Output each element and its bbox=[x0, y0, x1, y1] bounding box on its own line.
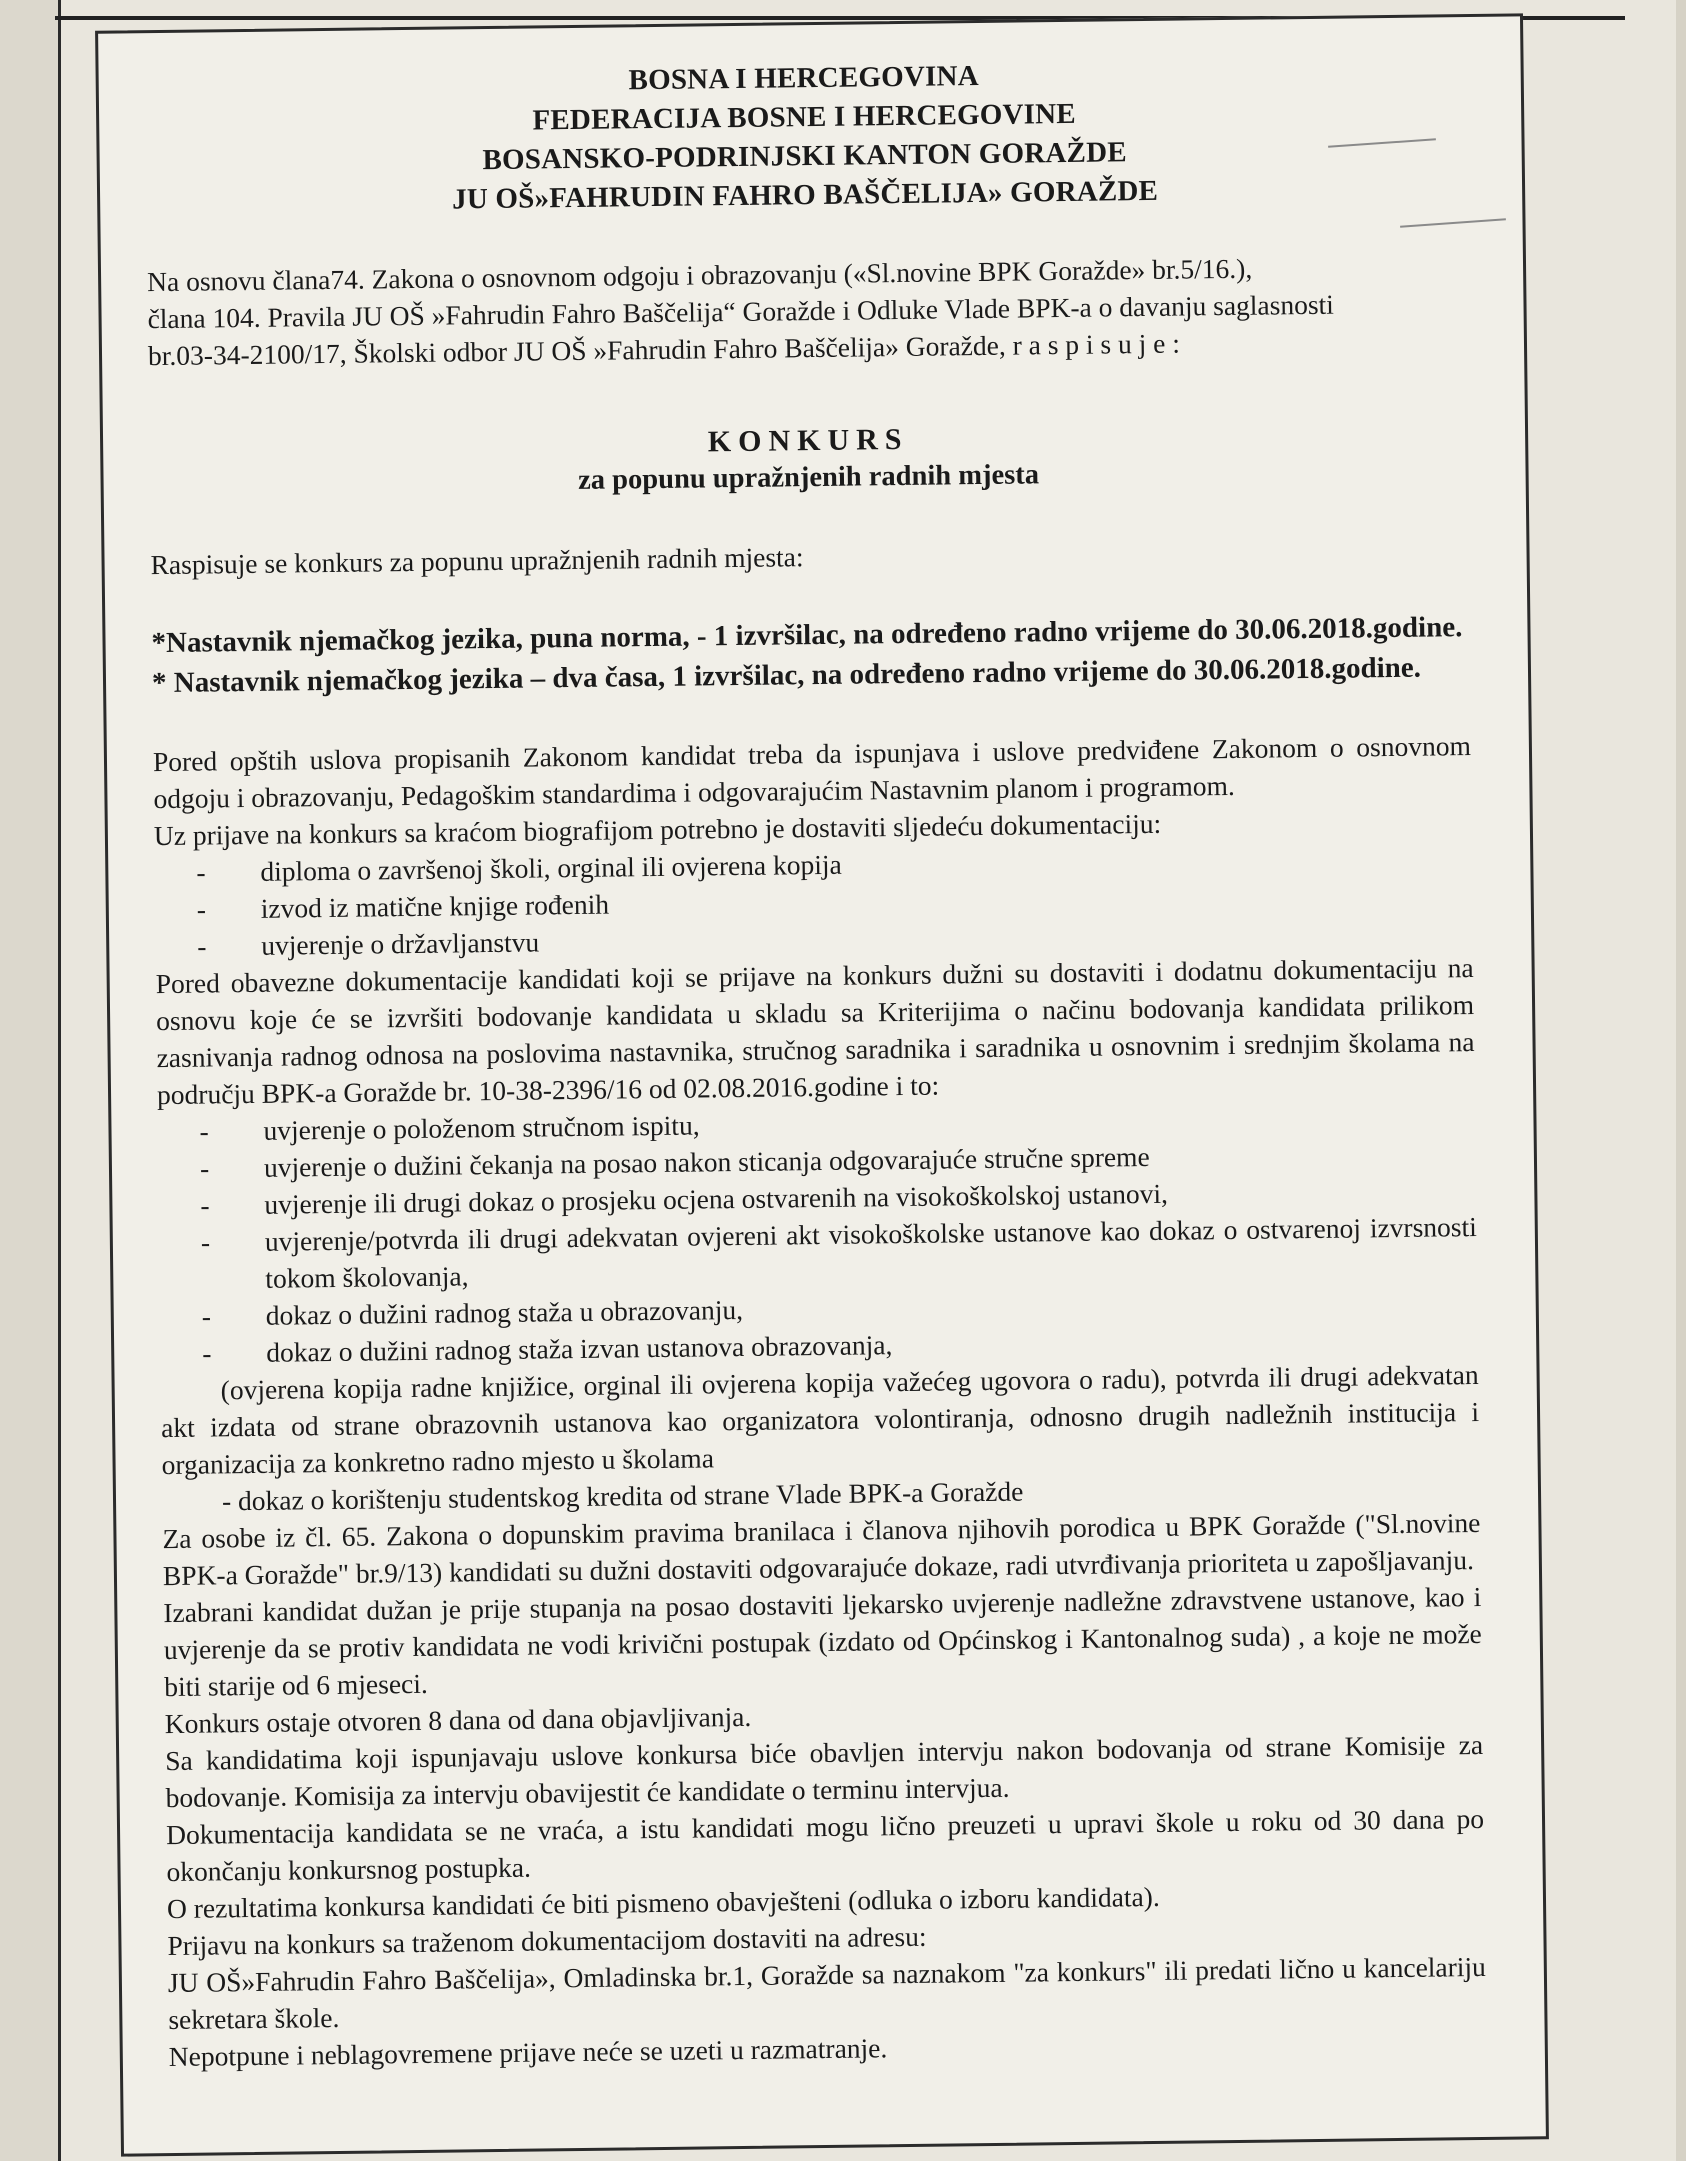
return-docs-paragraph: Dokumentacija kandidata se ne vraća, a istu kandidati mogu lično preuzeti u upravi škole u roku od 30 dana po okončanju konkursnog postupka. bbox=[165, 1802, 1485, 1888]
positions-list bbox=[151, 607, 1470, 703]
veterans-paragraph: Za osobe iz čl. 65. Zakona o dopunskim pravima branilaca i članova njihovih porodica u BPK Goražde ("Sl.novine BPK-a Goražde" br.9/13) kandidati su dužni dostaviti odgovarajuće dokaze, radi utvrđivanja prioriteta u zapošljavanju. bbox=[162, 1506, 1481, 1592]
additional-docs-intro: Pored obavezne dokumentacije kandidati koji se prijave na konkurs dužni su dostaviti i dodatnu dokumentaciju na osnovu koje će se izvršiti bodovanje kandidata u skladu sa Kriterijima o načinu bodovanja kandidata prilikom zasnivanja radnog odnosa na poslovima nastavnika, stručnog saradnika i saradnika u osnovnim i srednjim školama na području BPK-a Goražde br. 10-38-2396/16 od 02.08.2016.godine i to: bbox=[155, 952, 1475, 1111]
list-item: - uvjerenje o položenom stručnom ispitu, bbox=[199, 1097, 1475, 1150]
list-item: - uvjerenje ili drugi dokaz o prosjeku ocjena ostvarenih na visokoškolskoj ustanovi, bbox=[200, 1171, 1476, 1224]
document-title: KONKURS bbox=[707, 422, 909, 459]
announcement-document bbox=[95, 13, 1549, 2156]
required-docs-list bbox=[154, 838, 1473, 965]
interview-paragraph: Sa kandidatima koji ispunjavaju uslove konkursa biće obavljen intervju nakon bodovanja od strane Komisije za bodovanje. Komisija za intervju obavijestit će kandidate o terminu intervjua. bbox=[165, 1728, 1484, 1814]
list-item: - uvjerenje o dužini čekanja na posao nakon sticanja odgovarajuće stručne spreme bbox=[200, 1134, 1476, 1187]
intro-paragraph bbox=[147, 247, 1466, 374]
closing-paragraph: Nepotpune i neblagovremene prijave neće se uzeti u razmatranje. bbox=[168, 2032, 888, 2073]
intro-line-2: člana 104. Pravila JU OŠ »Fahrudin Fahro Baščelija“ Goražde i Odluke Vlade BPK-a o davanju saglasnosti bbox=[147, 288, 1335, 335]
announcement-line: Raspisuje se konkurs za popunu upražnjenih radnih mjesta: bbox=[150, 541, 804, 581]
list-item: - izvod iz matične knjige rođenih bbox=[197, 875, 1473, 928]
additional-note: (ovjerena kopija radne knjižice, orginal ili ovjerena kopija važećeg ugovora o radu), potvrda ili drugi adekvatan akt izdata od strane obrazovnih ustanova kao organizatora volontiranja, odnosno drugih nadležnih institucija i organizacija za konkretno radno mjesto u školama bbox=[160, 1359, 1480, 1481]
position-item: * Nastavnik njemačkog jezika – dva časa, 1 izvršilac, na određeno radno vrijeme do 30.06.2018.godine. bbox=[151, 651, 1422, 700]
student-loan-item: - dokaz o korištenju studentskog kredita od strane Vlade BPK-a Goražde bbox=[221, 1475, 1024, 1517]
list-item: - uvjerenje/potvrda ili drugi adekvatan ovjereni akt visokoškolske ustanove kao dokaz o ostvarenoj izvrsnosti tokom školovanja, bbox=[201, 1208, 1478, 1298]
list-item: - uvjerenje o državljanstvu bbox=[197, 912, 1473, 965]
list-item: - dokaz o dužini radnog staža izvan ustanova obrazovanja, bbox=[202, 1319, 1478, 1372]
position-item: *Nastavnik njemačkog jezika, puna norma, - 1 izvršilac, na određeno radno vrijeme do 30.06.2018.godine. bbox=[151, 611, 1463, 660]
list-item: - dokaz o dužini radnog staža u obrazovanju, bbox=[202, 1282, 1478, 1335]
document-header bbox=[145, 51, 1465, 223]
submit-intro: Prijavu na konkurs sa traženom dokumentacijom dostaviti na adresu: bbox=[167, 1920, 927, 1962]
results-paragraph: O rezultatima konkursa kandidati će biti pismeno obavješteni (odluka o izboru kandidata). bbox=[166, 1880, 1160, 1925]
docs-intro: Uz prijave na konkurs sa kraćom biografijom potrebno je dostaviti sljedeću dokumentaciju: bbox=[153, 807, 1162, 852]
header-line-country: BOSNA I HERCEGOVINA bbox=[628, 60, 980, 97]
intro-line-1: Na osnovu člana74. Zakona o osnovnom odgoju i obrazovanju («Sl.novine BPK Goražde» br.5/16.), bbox=[146, 252, 1253, 298]
header-line-federation: FEDERACIJA BOSNE I HERCEGOVINE bbox=[532, 97, 1077, 137]
right-page-edge bbox=[1676, 0, 1686, 2161]
adjacent-page-edge bbox=[0, 0, 61, 2161]
document-subtitle: za popunu upražnjenih radnih mjesta bbox=[577, 459, 1040, 496]
header-line-school: JU OŠ»FAHRUDIN FAHRO BAŠČELIJA» GORAŽDE bbox=[451, 174, 1159, 216]
header-line-canton: BOSANSKO-PODRINJSKI KANTON GORAŽDE bbox=[482, 136, 1128, 177]
open-period: Konkurs ostaje otvoren 8 dana od dana objavljivanja. bbox=[164, 1700, 752, 1740]
additional-docs-list bbox=[157, 1097, 1478, 1372]
intro-line-3: br.03-34-2100/17, Školski odbor JU OŠ »Fahrudin Fahro Baščelija» Goražde, r a s p i s u j e : bbox=[147, 327, 1181, 372]
conditions-paragraph: Pored opštih uslova propisanih Zakonom kandidat treba da ispunjava i uslove predviđene Zakonom o osnovnom odgoju i obrazovanju, Pedagoškim standardima i odgovarajućim Nastavnim planom i programom. bbox=[152, 730, 1472, 815]
list-item: - diploma o završenoj školi, orginal ili ovjerena kopija bbox=[196, 838, 1472, 891]
address-paragraph: JU OŠ»Fahrudin Fahro Baščelija», Omladinska br.1, Goražde sa naznakom "za konkurs" ili predati lično u kancelariju sekretara škole. bbox=[167, 1950, 1487, 2036]
medical-paragraph: Izabrani kandidat dužan je prije stupanja na posao dostaviti ljekarsko uvjerenje nadležne zdravstvene ustanove, kao i uvjerenje da se protiv kandidata ne vodi krivični postupak (izdato od Općinskog i Kantonalnog suda) , a koje ne može biti starije od 6 mjeseci. bbox=[163, 1580, 1482, 1703]
